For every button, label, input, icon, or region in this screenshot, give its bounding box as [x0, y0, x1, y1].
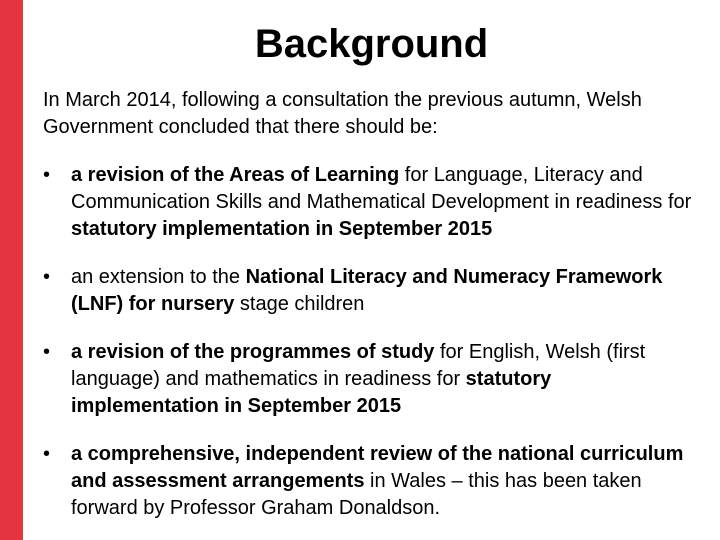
bullet-item-lnf-extension: [43, 264, 703, 318]
slide-title: Background: [254, 22, 489, 66]
accent-side-bar: [0, 0, 23, 540]
bullet-bold-text: statutory implementation in September 2015: [71, 368, 552, 417]
bullet-text: for Language, Literacy and Communication Skills and Mathematical Development in readiness for: [71, 164, 692, 213]
bullet-text: an extension to the: [71, 266, 246, 288]
bullet-dot-icon: •: [43, 341, 51, 363]
bullet-bold-text: a revision of the programmes of study: [71, 341, 435, 363]
bullet-dot-icon: •: [43, 266, 51, 288]
bullet-item-independent-review: [43, 441, 703, 522]
bullet-text: stage children: [234, 293, 365, 315]
bullet-bold-text: a revision of the Areas of Learning: [71, 164, 400, 186]
bullet-text: in Wales – this has been taken forward by Professor Graham Donaldson.: [71, 470, 642, 519]
bullet-item-programmes-of-study: [43, 339, 703, 420]
bullet-bold-text: National Literacy and Numeracy Framework (LNF) for nursery: [71, 266, 663, 315]
bullet-dot-icon: •: [43, 443, 51, 465]
bullet-text: for English, Welsh (first language) and mathematics in readiness for: [71, 341, 646, 390]
bullet-bold-text: statutory implementation in September 2015: [71, 218, 493, 240]
intro-paragraph: In March 2014, following a consultation the previous autumn, Welsh Government concluded that there should be:: [43, 89, 642, 138]
bullet-bold-text: a comprehensive, independent review of the national curriculum and assessment arrangements: [71, 443, 684, 492]
bullet-list: [43, 162, 703, 540]
bullet-item-areas-of-learning: [43, 162, 703, 243]
bullet-dot-icon: •: [43, 164, 51, 186]
